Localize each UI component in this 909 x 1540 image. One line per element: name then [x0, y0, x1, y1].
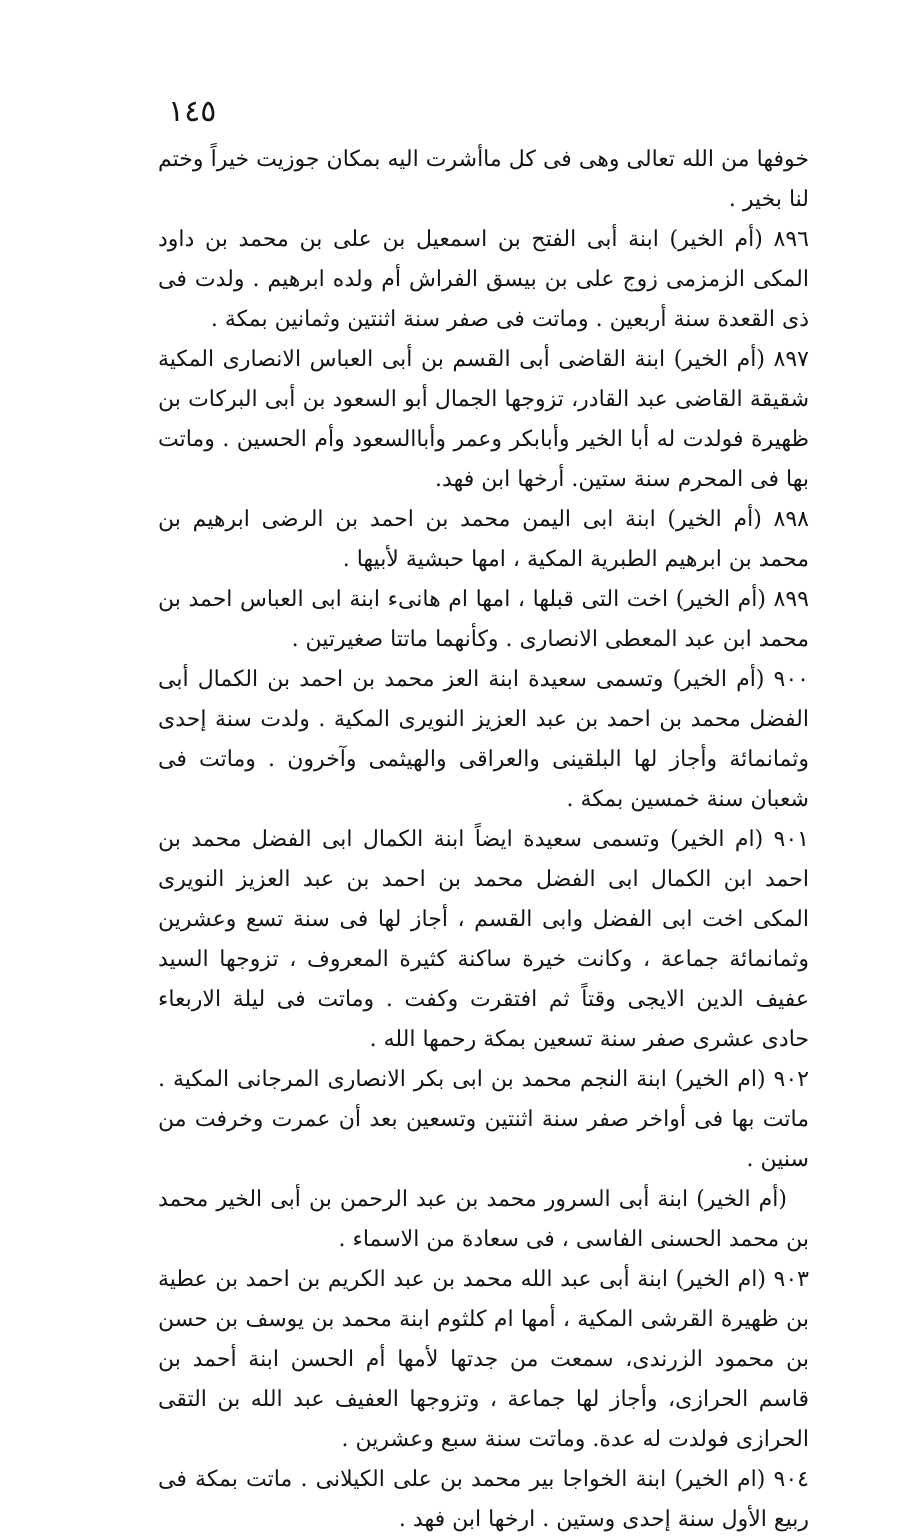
entry-904: ٩٠٤ (ام الخير) ابنة الخواجا بير محمد بن على الكيلانى . ماتت بمكة فى ربيع الأول سنة إحدى وستين . ارخها ابن فهد .: [158, 1467, 809, 1532]
entry-900: ٩٠٠ (أم الخير) وتسمى سعيدة ابنة العز محمد بن احمد بن الكمال أبى الفضل محمد بن احمد بن عبد العزيز النويرى المكية . ولدت سنة إحدى وثمانمائة وأجاز لها البلقينى والعراقى والهيثمى وآخرون . وماتت فى شعبان سنة خمسين بمكة .: [158, 667, 809, 812]
paragraph-continuation: خوفها من الله تعالى وهى فى كل ماأشرت اليه بمكان جوزيت خيراً وختم لنا بخير .: [158, 147, 809, 212]
page-number: ١٤٥: [168, 94, 217, 129]
body-text: [158, 140, 809, 1540]
entry-unnumbered: (أم الخير) ابنة أبى السرور محمد بن عبد الرحمن بن أبى الخير محمد بن محمد الحسنى الفاسى ، فى سعادة من الاسماء .: [158, 1187, 809, 1252]
entry-899: ٨٩٩ (أم الخير) اخت التى قبلها ، امها ام هانىء ابنة ابى العباس احمد بن محمد ابن عبد المعطى الانصارى . وكأنهما ماتتا صغيرتين .: [158, 587, 809, 652]
entry-896: ٨٩٦ (أم الخير) ابنة أبى الفتح بن اسمعيل بن على بن محمد بن داود المكى الزمزمى زوج على بن بيسق الفراش أم ولده ابرهيم . ولدت فى ذى القعدة سنة أربعين . وماتت فى صفر سنة اثنتين وثمانين بمكة .: [158, 227, 809, 332]
entry-898: ٨٩٨ (أم الخير) ابنة ابى اليمن محمد بن احمد بن الرضى ابرهيم بن محمد بن ابرهيم الطبرية المكية ، امها حبشية لأبيها .: [158, 507, 809, 572]
entry-902: ٩٠٢ (ام الخير) ابنة النجم محمد بن ابى بكر الانصارى المرجانى المكية . ماتت بها فى أواخر صفر سنة اثنتين وتسعين بعد أن عمرت وخرفت من سنين .: [158, 1067, 809, 1172]
entry-903: ٩٠٣ (ام الخير) ابنة أبى عبد الله محمد بن عبد الكريم بن احمد بن عطية بن ظهيرة القرشى المكية ، أمها ام كلثوم ابنة محمد بن يوسف بن حسن بن محمود الزرندى، سمعت من جدتها لأمها أم الحسن ابنة أحمد بن قاسم الحرازى، وأجاز لها جماعة ، وتزوجها العفيف عبد الله بن التقى الحرازى فولدت له عدة. وماتت سنة سبع وعشرين .: [158, 1267, 809, 1452]
entry-901: ٩٠١ (ام الخير) وتسمى سعيدة ايضاً ابنة الكمال ابى الفضل محمد بن احمد ابن الكمال ابى الفضل محمد بن احمد بن عبد العزيز النويرى المكى اخت ابى الفضل وابى القسم ، أجاز لها فى سنة تسع وعشرين وثمانمائة جماعة ، وكانت خيرة ساكنة كثيرة المعروف ، تزوجها السيد عفيف الدين الايجى وقتاً ثم افتقرت وكفت . وماتت فى ليلة الاربعاء حادى عشرى صفر سنة تسعين بمكة رحمها الله .: [158, 827, 809, 1052]
entry-897: ٨٩٧ (أم الخير) ابنة القاضى أبى القسم بن أبى العباس الانصارى المكية شقيقة القاضى عبد القادر، تزوجها الجمال أبو السعود بن أبى البركات بن ظهيرة فولدت له أبا الخير وأبابكر وعمر وأباالسعود وأم الحسين . وماتت بها فى المحرم سنة ستين. أرخها ابن فهد.: [158, 347, 809, 492]
